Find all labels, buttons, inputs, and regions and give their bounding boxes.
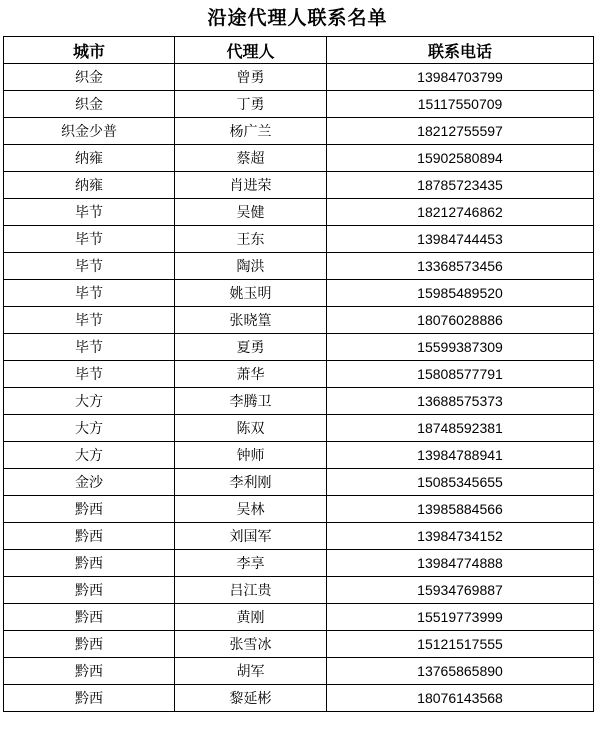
table-row: [4, 388, 594, 415]
table-row: [4, 226, 594, 253]
table-row: [4, 172, 594, 199]
table-row: [4, 658, 594, 685]
city-cell: 大方: [4, 415, 175, 442]
table-row: [4, 631, 594, 658]
phone-cell: 13984744453: [327, 226, 594, 253]
phone-cell: 13984788941: [327, 442, 594, 469]
city-cell: 织金: [4, 64, 175, 91]
phone-cell: 18748592381: [327, 415, 594, 442]
phone-cell: 18076028886: [327, 307, 594, 334]
agent-cell: 肖进荣: [175, 172, 327, 199]
agent-cell: 陈双: [175, 415, 327, 442]
agent-cell: 黎延彬: [175, 685, 327, 712]
city-cell: 织金: [4, 91, 175, 118]
column-header-phone: 联系电话: [327, 37, 594, 64]
table-row: [4, 199, 594, 226]
table-row: [4, 577, 594, 604]
phone-cell: 18785723435: [327, 172, 594, 199]
city-cell: 黔西: [4, 631, 175, 658]
city-cell: 黔西: [4, 685, 175, 712]
agent-cell: 曾勇: [175, 64, 327, 91]
phone-cell: 15085345655: [327, 469, 594, 496]
agent-cell: 张晓篁: [175, 307, 327, 334]
phone-cell: 13984734152: [327, 523, 594, 550]
phone-cell: 18076143568: [327, 685, 594, 712]
phone-cell: 15519773999: [327, 604, 594, 631]
agent-cell: 黄刚: [175, 604, 327, 631]
agent-cell: 李享: [175, 550, 327, 577]
table-row: [4, 496, 594, 523]
city-cell: 毕节: [4, 361, 175, 388]
city-cell: 黔西: [4, 523, 175, 550]
agent-cell: 张雪冰: [175, 631, 327, 658]
city-cell: 金沙: [4, 469, 175, 496]
phone-cell: 15985489520: [327, 280, 594, 307]
agent-cell: 蔡超: [175, 145, 327, 172]
city-cell: 黔西: [4, 577, 175, 604]
city-cell: 毕节: [4, 253, 175, 280]
table-row: [4, 685, 594, 712]
table-row: [4, 145, 594, 172]
city-cell: 毕节: [4, 334, 175, 361]
table-header-row: [4, 37, 594, 64]
city-cell: 纳雍: [4, 172, 175, 199]
table-row: [4, 280, 594, 307]
table-body: [4, 64, 594, 712]
agent-cell: 李腾卫: [175, 388, 327, 415]
phone-cell: 15117550709: [327, 91, 594, 118]
agent-cell: 姚玉明: [175, 280, 327, 307]
agent-cell: 陶洪: [175, 253, 327, 280]
city-cell: 黔西: [4, 496, 175, 523]
phone-cell: 15902580894: [327, 145, 594, 172]
agent-cell: 刘国军: [175, 523, 327, 550]
city-cell: 大方: [4, 442, 175, 469]
phone-cell: 15599387309: [327, 334, 594, 361]
agent-cell: 王东: [175, 226, 327, 253]
agent-cell: 吴林: [175, 496, 327, 523]
city-cell: 大方: [4, 388, 175, 415]
table-row: [4, 523, 594, 550]
agent-cell: 钟师: [175, 442, 327, 469]
city-cell: 织金少普: [4, 118, 175, 145]
agent-cell: 萧华: [175, 361, 327, 388]
table-row: [4, 469, 594, 496]
agent-cell: 胡军: [175, 658, 327, 685]
table-row: [4, 64, 594, 91]
agent-cell: 吴健: [175, 199, 327, 226]
phone-cell: 13688575373: [327, 388, 594, 415]
table-row: [4, 91, 594, 118]
phone-cell: 15121517555: [327, 631, 594, 658]
city-cell: 毕节: [4, 280, 175, 307]
phone-cell: 13985884566: [327, 496, 594, 523]
phone-cell: 15808577791: [327, 361, 594, 388]
column-header-agent: 代理人: [175, 37, 327, 64]
city-cell: 黔西: [4, 658, 175, 685]
table-row: [4, 415, 594, 442]
table-row: [4, 334, 594, 361]
phone-cell: 13984703799: [327, 64, 594, 91]
city-cell: 毕节: [4, 199, 175, 226]
agent-cell: 夏勇: [175, 334, 327, 361]
table-row: [4, 550, 594, 577]
phone-cell: 18212746862: [327, 199, 594, 226]
phone-cell: 18212755597: [327, 118, 594, 145]
table-row: [4, 604, 594, 631]
city-cell: 毕节: [4, 307, 175, 334]
phone-cell: 13765865890: [327, 658, 594, 685]
city-cell: 黔西: [4, 550, 175, 577]
phone-cell: 13368573456: [327, 253, 594, 280]
city-cell: 黔西: [4, 604, 175, 631]
agent-cell: 丁勇: [175, 91, 327, 118]
table-row: [4, 442, 594, 469]
agent-cell: 李利刚: [175, 469, 327, 496]
phone-cell: 15934769887: [327, 577, 594, 604]
table-row: [4, 253, 594, 280]
city-cell: 纳雍: [4, 145, 175, 172]
page-title: 沿途代理人联系名单: [207, 7, 388, 29]
table-row: [4, 361, 594, 388]
agent-table: [3, 36, 594, 712]
city-cell: 毕节: [4, 226, 175, 253]
column-header-city: 城市: [4, 37, 175, 64]
agent-cell: 吕江贵: [175, 577, 327, 604]
table-row: [4, 118, 594, 145]
phone-cell: 13984774888: [327, 550, 594, 577]
agent-cell: 杨广兰: [175, 118, 327, 145]
table-row: [4, 307, 594, 334]
